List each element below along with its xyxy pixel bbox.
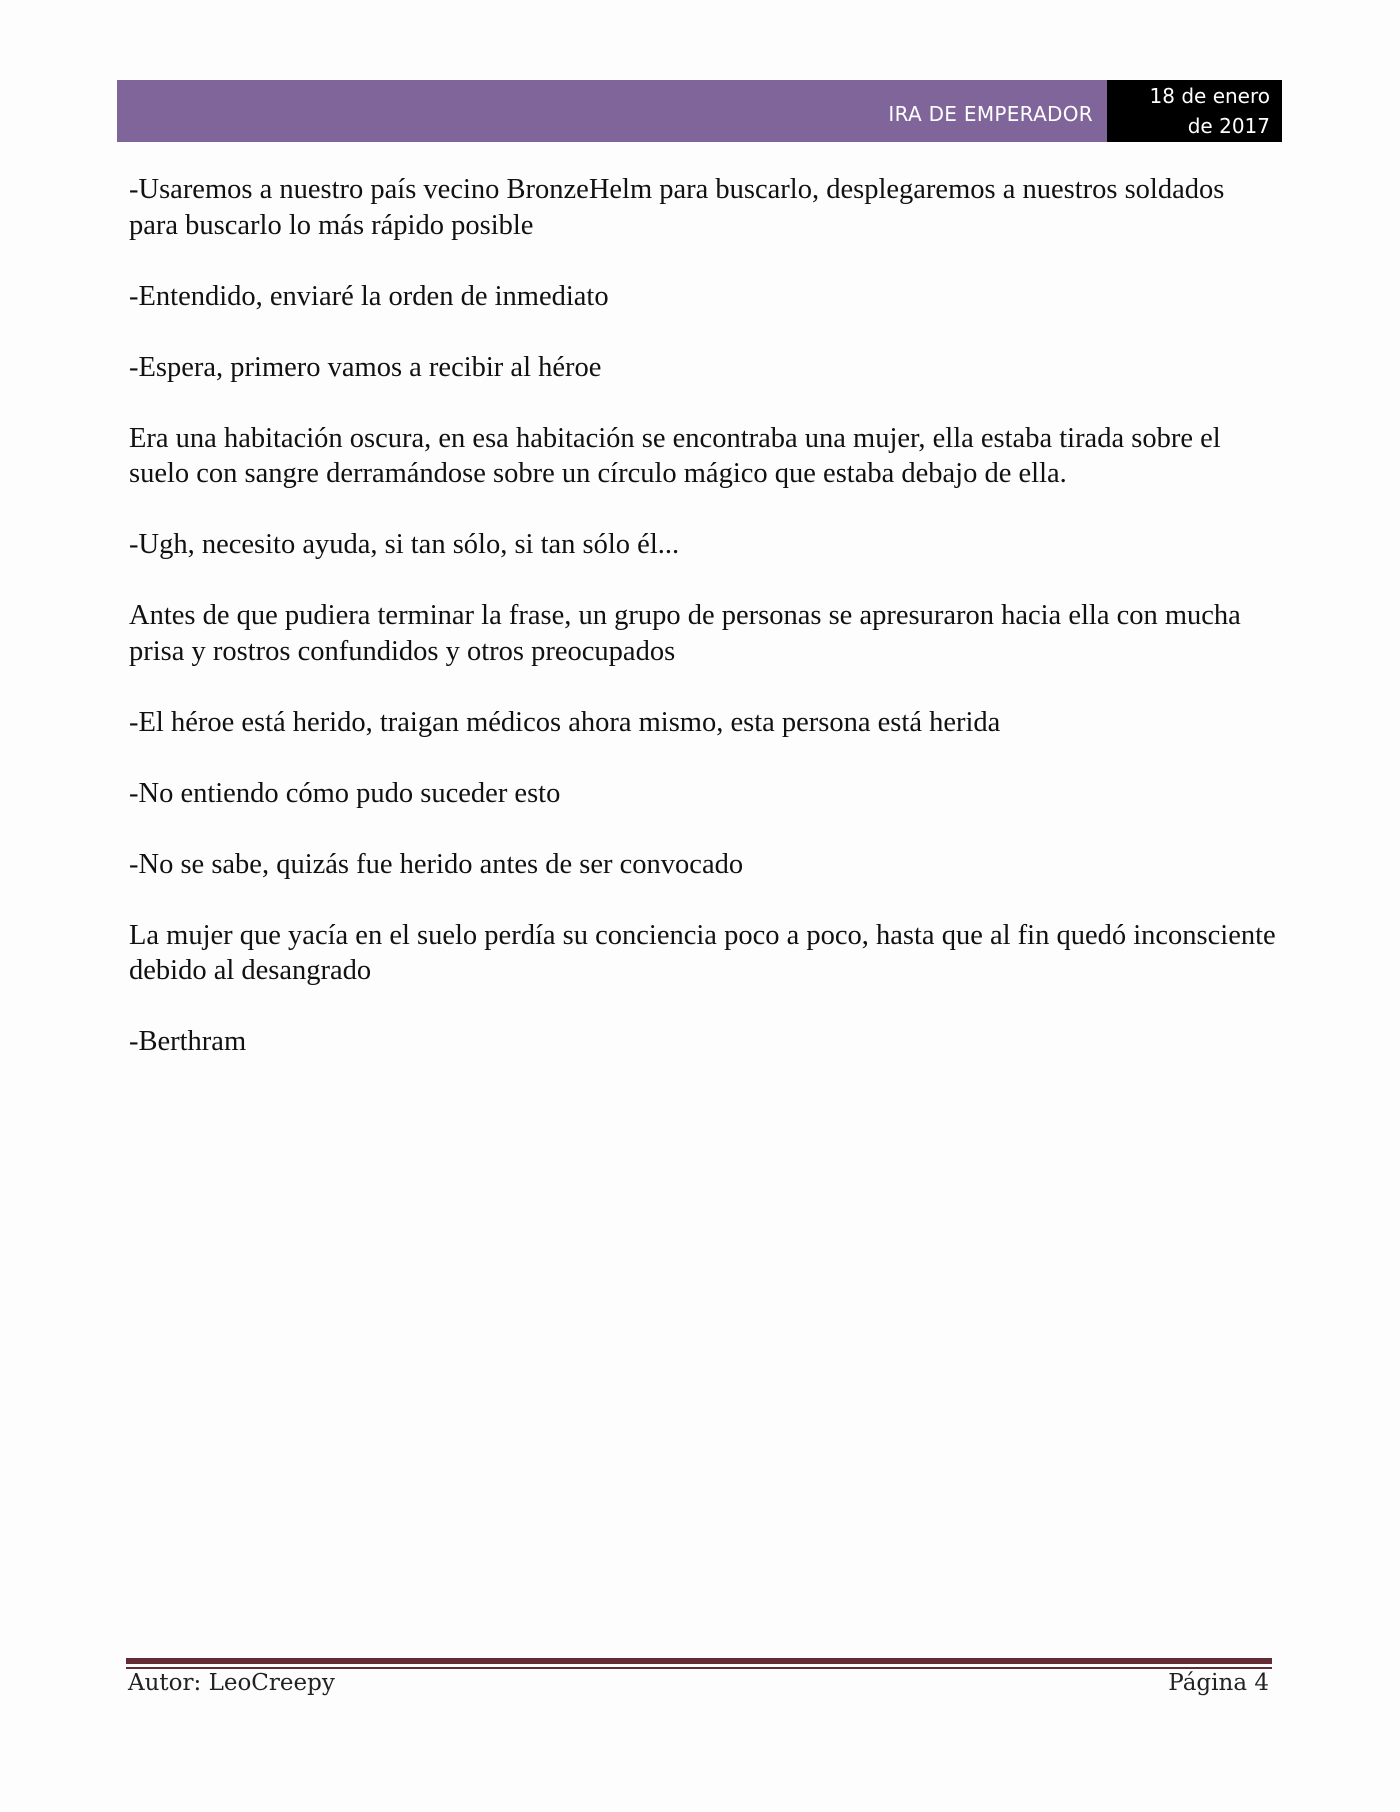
footer-author: Autor: LeoCreepy xyxy=(128,1670,335,1696)
paragraph: Antes de que pudiera terminar la frase, un grupo de personas se apresuraron hacia ella con mucha prisa y rostros confundidos y otros preocupados xyxy=(129,600,1241,667)
paragraph: -Berthram xyxy=(129,1026,247,1057)
date-line-1: 18 de enero xyxy=(1149,84,1270,108)
paragraph: La mujer que yacía en el suelo perdía su conciencia poco a poco, hasta que al fin quedó inconsciente debido al desangrado xyxy=(129,919,1276,986)
header-bar xyxy=(117,80,1107,142)
paragraph: -Espera, primero vamos a recibir al héroe xyxy=(129,351,602,383)
date-line-2: de 2017 xyxy=(1187,114,1270,138)
paragraph: -Entendido, enviaré la orden de inmediato xyxy=(129,280,609,312)
paragraph: -Usaremos a nuestro país vecino BronzeHelm para buscarlo, desplegaremos a nuestros soldados para buscarlo lo más rápido posible xyxy=(129,174,1225,241)
document-title: IRA DE EMPERADOR xyxy=(888,102,1093,126)
body-text xyxy=(129,172,1279,1095)
paragraph: -No se sabe, quizás fue herido antes de ser convocado xyxy=(129,848,744,880)
paragraph: -El héroe está herido, traigan médicos ahora mismo, esta persona está herida xyxy=(129,706,1001,738)
footer-rule-thin xyxy=(126,1667,1272,1669)
paragraph: -No entiendo cómo pudo suceder esto xyxy=(129,777,561,809)
header-date xyxy=(1107,80,1282,142)
page-number: Página 4 xyxy=(1168,1670,1269,1696)
paragraph: Era una habitación oscura, en esa habitación se encontraba una mujer, ella estaba tirada sobre el suelo con sangre derramándose sobre un círculo mágico que estaba debajo de ella. xyxy=(129,422,1221,489)
paragraph: -Ugh, necesito ayuda, si tan sólo, si tan sólo él... xyxy=(129,529,680,560)
footer-rule xyxy=(126,1658,1272,1664)
